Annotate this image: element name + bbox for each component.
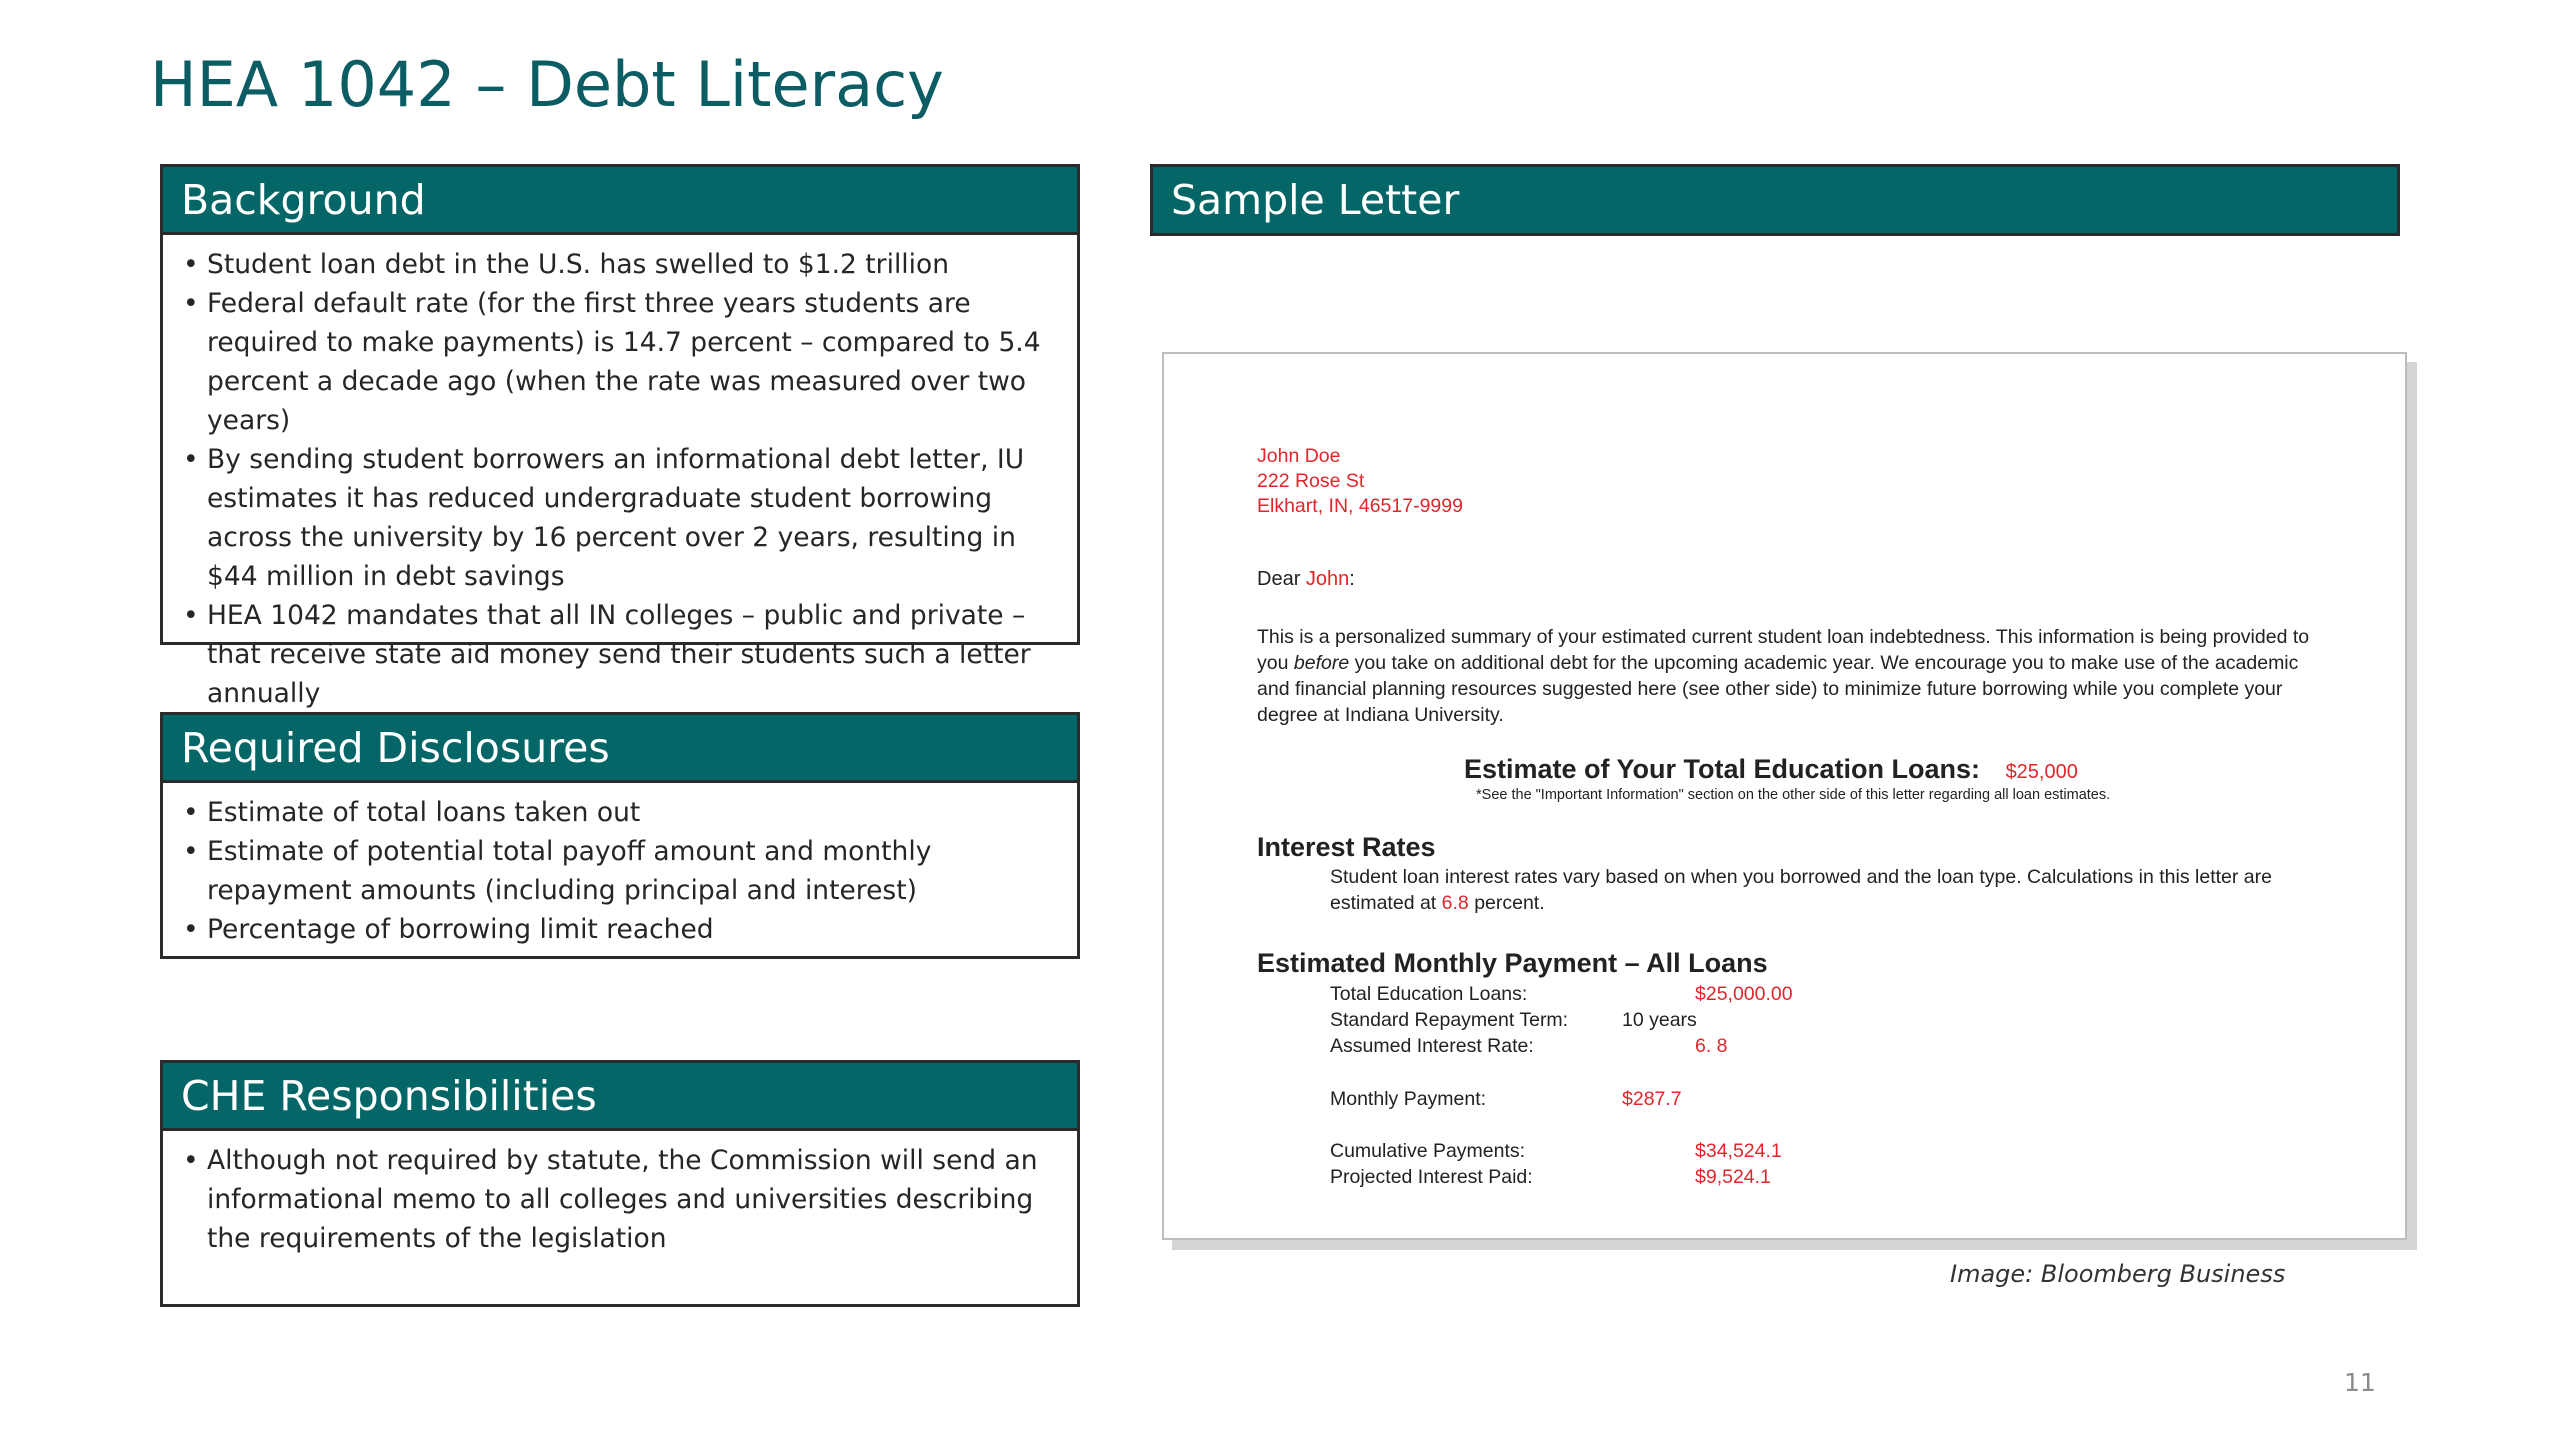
payment-heading: Estimated Monthly Payment – All Loans (1257, 948, 1768, 978)
interest-paid-label: Projected Interest Paid: (1330, 1166, 1533, 1188)
address-street: 222 Rose St (1257, 470, 1365, 492)
interest-text-part-2: percent. (1474, 892, 1545, 914)
disclosures-bullet: • Estimate of total loans taken out (207, 793, 1059, 832)
monthly-payment-label: Monthly Payment: (1330, 1088, 1487, 1110)
estimate-title (1464, 754, 2078, 785)
estimate-note: *See the "Important Information" section on the other side of this letter regarding all loan estimates. (1476, 787, 2111, 803)
rate-value: 6. 8 (1695, 1035, 1728, 1057)
letter-salutation (1257, 568, 1355, 591)
interest-paid-value: $9,524.1 (1695, 1166, 1771, 1188)
salutation-text: Dear (1257, 568, 1301, 590)
che-bullet: • Although not required by statute, the Commission will send an informational memo to all colleges and universities describing the requirements of the legislation (207, 1141, 1059, 1258)
address-city: Elkhart, IN, 46517-9999 (1257, 495, 1463, 517)
total-loans-value: $25,000.00 (1695, 983, 1793, 1005)
term-value: 10 years (1622, 1009, 1697, 1031)
background-bullet: • By sending student borrowers an informational debt letter, IU estimates it has reduced undergraduate student borrowing across the university by 16 percent over 2 years, resulting in $44 million in debt savings (207, 440, 1059, 596)
interest-text (1330, 864, 2330, 916)
interest-rate: 6.8 (1441, 892, 1469, 914)
slide-title: HEA 1042 – Debt Literacy (150, 48, 944, 121)
disclosures-bullet: • Estimate of potential total payoff amount and monthly repayment amounts (including principal and interest) (207, 832, 1059, 910)
salutation-end: : (1349, 568, 1355, 590)
disclosures-bullet: • Percentage of borrowing limit reached (207, 910, 1059, 949)
intro-part-1: This is a personalized summary of your estimated current student loan indebtedness. This information is being provided to you (1257, 626, 2310, 674)
background-bullet-list (163, 235, 1077, 721)
che-box (160, 1060, 1080, 1307)
letter-intro (1257, 624, 2317, 728)
disclosures-header: Required Disclosures (163, 715, 1077, 783)
disclosures-bullet-list (163, 783, 1077, 957)
background-box (160, 164, 1080, 709)
interest-heading: Interest Rates (1257, 832, 1436, 862)
address-name: John Doe (1257, 445, 1341, 467)
sample-letter-image (1162, 352, 2407, 1240)
rate-label: Assumed Interest Rate: (1330, 1035, 1534, 1057)
estimate-value: $25,000 (2005, 761, 2078, 783)
disclosures-box (160, 712, 1080, 959)
sample-letter-header: Sample Letter (1150, 164, 2400, 236)
background-bullet: • HEA 1042 mandates that all IN colleges – public and private – that receive state aid money send their students such a letter annually (207, 596, 1059, 713)
cumulative-payments-label: Cumulative Payments: (1330, 1140, 1526, 1162)
term-label: Standard Repayment Term: (1330, 1009, 1569, 1031)
monthly-payment-value: $287.7 (1622, 1088, 1682, 1110)
letter-address (1257, 444, 1463, 519)
che-header: CHE Responsibilities (163, 1063, 1077, 1131)
image-caption: Image: Bloomberg Business (1950, 1260, 2286, 1288)
total-loans-label: Total Education Loans: (1330, 983, 1528, 1005)
intro-part-2: you take on additional debt for the upcoming academic year. We encourage you to make use of the academic and financial planning resources suggested here (see other side) to minimize future borrowing while you complete your degree at Indiana University. (1257, 652, 2299, 726)
interest-text-part-1: Student loan interest rates vary based on when you borrowed and the loan type. Calculations in this letter are estimated at (1330, 866, 2272, 914)
salutation-name: John (1305, 568, 1350, 590)
intro-emphasis: before (1293, 652, 1350, 674)
background-bullet: • Student loan debt in the U.S. has swelled to $1.2 trillion (207, 245, 1059, 284)
che-bullet-list (163, 1131, 1077, 1266)
background-header: Background (163, 167, 1077, 235)
background-bullet: • Federal default rate (for the first three years students are required to make payments) is 14.7 percent – compared to 5.4 percent a decade ago (when the rate was measured over two years) (207, 284, 1059, 440)
cumulative-payments-value: $34,524.1 (1695, 1140, 1782, 1162)
estimate-title-text: Estimate of Your Total Education Loans: (1464, 754, 1981, 784)
page-number: 11 (2344, 1368, 2376, 1397)
